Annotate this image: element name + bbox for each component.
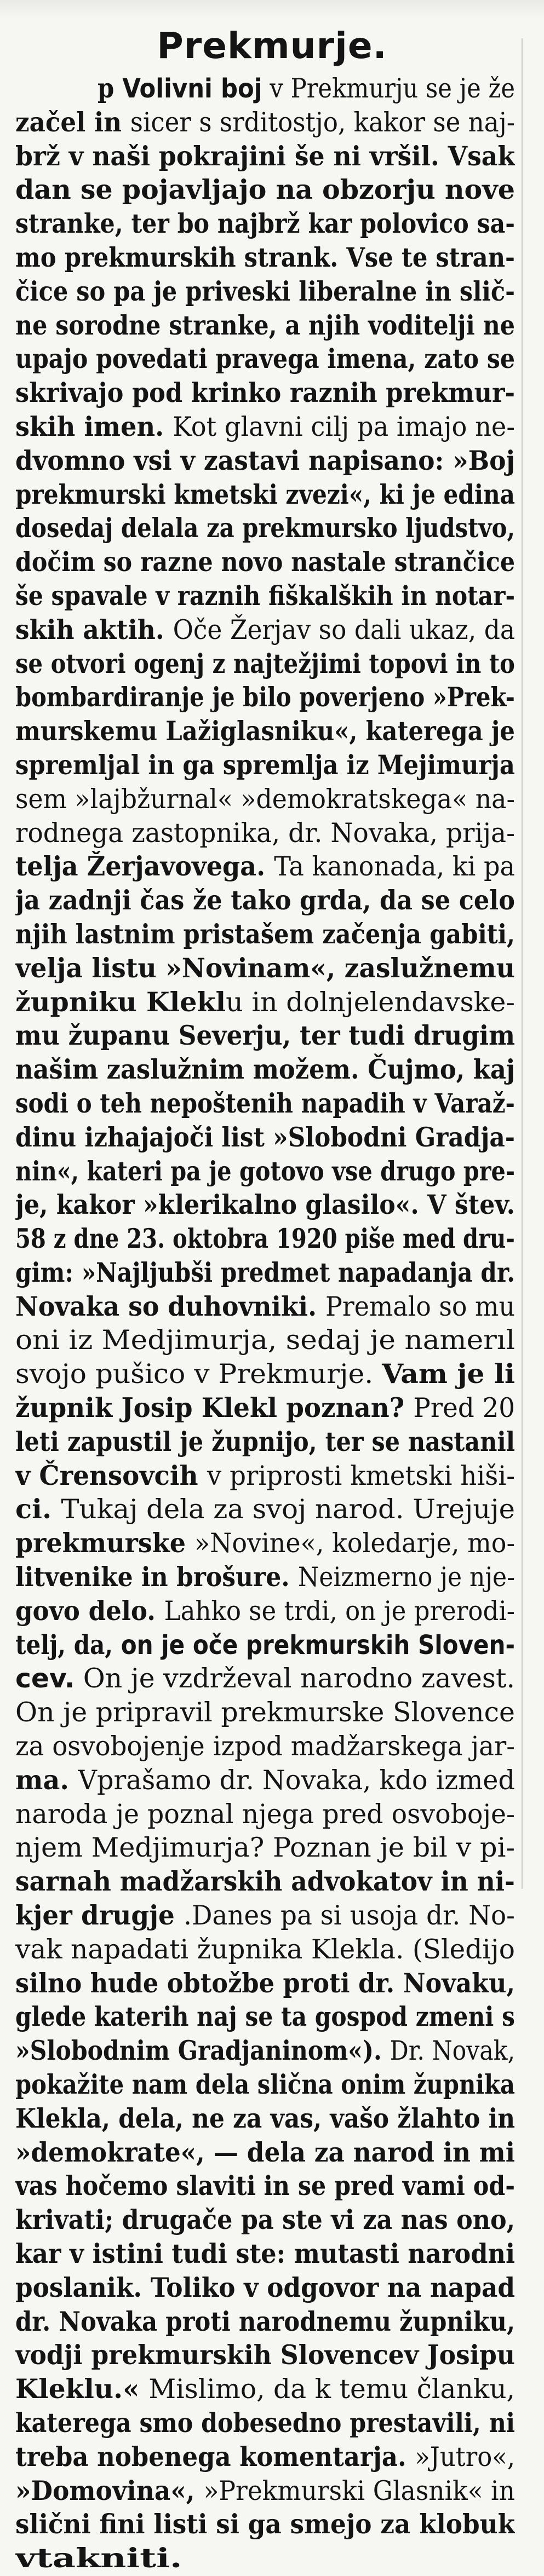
text-line	[15, 614, 515, 648]
text-run: On je vzdrževal narodno zavest.	[75, 1663, 515, 1695]
text-run: skih aktih.	[15, 614, 173, 646]
text-run: »Novine«, koledarje, mo-	[194, 1528, 515, 1559]
text-line	[15, 2475, 515, 2509]
text-run: dočim so razne novo nastale strančice	[15, 547, 515, 578]
text-line	[15, 208, 515, 241]
text-line	[15, 2542, 515, 2576]
text-run: cev.	[15, 1663, 75, 1695]
text-line	[15, 986, 515, 1020]
text-run: u in dolnjelendavske-	[226, 987, 515, 1018]
text-run: telja Žerjavovega.	[15, 851, 274, 883]
text-run: Pred 20	[413, 1393, 515, 1424]
text-run: Neizmerno je nje-	[297, 1562, 515, 1593]
text-run: kar v istini tudi ste: mutasti narodni	[15, 2239, 515, 2269]
text-run: leti zapustil je župnijo, ter se nastanil	[15, 1426, 515, 1457]
text-line	[15, 1426, 515, 1460]
text-run: še spavale v raznih fiškalških in notar-	[15, 580, 515, 612]
text-run: Novaka so duhovniki.	[15, 1291, 325, 1322]
text-run: našim zaslužnim možem.	[15, 1054, 368, 1086]
text-run: »demokrate«, — dela za narod in mi	[15, 2137, 515, 2168]
text-run: Mislimo, da k temu članku,	[148, 2374, 515, 2405]
text-run: sem »lajbžurnal« »demokratskega« na-	[15, 783, 515, 815]
text-run: rodnega zastopnika, dr. Novaka, prija-	[15, 817, 515, 849]
text-line	[15, 1358, 515, 1392]
text-line	[15, 106, 515, 140]
text-run: .Danes pa si usoja dr. No-	[184, 1900, 515, 1932]
text-run: glede katerih naj se ta gospod zmeni s	[15, 2002, 515, 2033]
text-line	[15, 1121, 515, 1155]
text-run: dosedaj delala za prekmursko ljudstvo,	[15, 513, 515, 544]
text-run: župniku Klekl	[15, 987, 226, 1018]
text-run: v Črensovcih	[15, 1460, 207, 1491]
text-run: Ta kanonada, ki pa	[274, 851, 515, 883]
text-run: Dr. Novak,	[390, 2036, 515, 2067]
text-run: župnik Josip Klekl poznan?	[15, 1393, 414, 1424]
text-line	[15, 2407, 515, 2441]
text-run: vas hočemo slaviti in se pred vami od-	[15, 2171, 515, 2202]
text-line	[15, 1290, 515, 1324]
text-line	[15, 1629, 515, 1663]
text-line	[15, 1764, 515, 1798]
text-run: (Sledijo	[412, 1934, 515, 1965]
text-line	[15, 1392, 515, 1426]
column-divider	[522, 38, 523, 1889]
text-line	[15, 2272, 515, 2306]
text-run: »Domovina«,	[15, 2475, 204, 2506]
text-line	[15, 952, 515, 986]
text-run: treba nobenega komentarja.	[15, 2441, 415, 2473]
text-line	[15, 850, 515, 884]
text-run: mu županu Severju, ter tudi drugim	[15, 1021, 515, 1052]
text-line	[15, 2102, 515, 2136]
text-run: Kot glavni cilj pa imajo ne-	[173, 411, 515, 442]
text-line	[15, 1460, 515, 1494]
text-line	[15, 241, 515, 275]
text-line	[15, 2035, 515, 2068]
text-run: Lahko se trdi, on je prerodi-	[164, 1595, 515, 1627]
text-line	[15, 411, 515, 445]
text-run: kjer drugje	[15, 1900, 184, 1932]
text-line	[15, 1155, 515, 1189]
text-run: za osvobojenje izpod madžarskega jar-	[15, 1731, 515, 1762]
text-line	[15, 1493, 515, 1527]
text-run: je, kakor »klerikalno glasilo«.	[15, 1190, 428, 1221]
text-run: ne sorodne stranke, a njih voditelji ne	[15, 310, 515, 341]
text-line	[15, 72, 515, 106]
text-run: slični fini listi si ga smejo za klobuk	[15, 2509, 515, 2540]
text-line	[15, 1223, 515, 1257]
text-line	[15, 2204, 515, 2238]
text-line	[15, 2170, 515, 2204]
text-run: v Prekmurju se je že	[262, 73, 515, 104]
text-run: skih imen.	[15, 411, 173, 442]
text-run: »Slobodnim Gradjaninom«).	[15, 2036, 390, 2067]
text-line	[15, 2441, 515, 2475]
text-run: oni iz Medjimurja, sedaj je namerıl	[15, 1325, 515, 1356]
text-line	[15, 1865, 515, 1899]
text-line	[15, 918, 515, 952]
text-run: sarnah madžarskih advokatov in ni-	[15, 1866, 515, 1898]
text-line	[15, 2373, 515, 2407]
text-run: vak napadati župnika Klekla.	[15, 1934, 413, 1965]
text-line	[15, 1053, 515, 1087]
text-line	[15, 2001, 515, 2035]
text-run: »Prekmurski Glasnik« in	[203, 2475, 515, 2506]
text-line	[15, 1019, 515, 1053]
text-line	[15, 817, 515, 851]
text-line	[15, 2508, 515, 2542]
text-run: »Najljubši predmet napadanja dr.	[81, 1257, 515, 1288]
text-run: Tukaj dela za svoj narod.	[61, 1494, 413, 1525]
text-line	[15, 275, 515, 309]
text-run: njih lastnim pristašem začenja gabiti,	[15, 919, 515, 950]
text-run: prekmurski kmetski zvezi«, ki je edina	[15, 479, 515, 510]
text-line	[15, 546, 515, 580]
text-run: Premalo so mu	[325, 1291, 515, 1322]
text-run: spremljal in ga spremlja iz Mejimurja	[15, 750, 515, 781]
text-run: Kleklu.«	[15, 2374, 149, 2405]
text-run: murskemu Lažiglasniku«, katerega je	[15, 716, 515, 747]
text-line	[15, 1933, 515, 1967]
text-run: vtakniti.	[15, 2543, 182, 2574]
text-line	[15, 1257, 515, 1290]
text-line	[15, 1798, 515, 1832]
text-run: v priprosti kmetski hiši-	[207, 1460, 515, 1491]
text-run: krivati; drugače pa ste vi za nas ono,	[15, 2205, 515, 2236]
text-line	[15, 783, 515, 817]
text-line	[15, 1967, 515, 2001]
text-run: dinu izhajajoči list »Slobodni Gradja-	[15, 1122, 515, 1153]
text-line	[15, 377, 515, 411]
text-line	[15, 2238, 515, 2272]
text-run: ja zadnji čas že tako grda, da se celo	[15, 885, 515, 917]
text-run: Poznan je bil v pi-	[272, 1832, 515, 1864]
text-line	[15, 1189, 515, 1223]
text-line	[15, 1662, 515, 1696]
text-line	[15, 884, 515, 918]
text-run: silno hude obtožbe proti dr. Novaku,	[15, 1968, 515, 1999]
text-line	[15, 2339, 515, 2373]
text-run: prekmurske	[15, 1528, 194, 1559]
text-run: nin«, kateri pa je gotovo vse drugo pre-	[15, 1156, 515, 1187]
text-line	[15, 1527, 515, 1561]
text-run: telj, da,	[15, 1629, 121, 1661]
text-run: litvenike in brošure.	[15, 1562, 298, 1593]
text-run: »Jutro«,	[415, 2441, 515, 2473]
text-run: Oče Žerjav so dali ukaz, da	[173, 614, 515, 646]
text-run: katerega smo dobesedno prestavili, ni	[15, 2407, 515, 2439]
text-run: Vam je li	[382, 1359, 515, 1390]
text-line	[15, 1696, 515, 1730]
text-run: Urejuje	[413, 1494, 515, 1525]
text-run: ci.	[15, 1494, 61, 1525]
text-run: dr. Novaka proti narodnemu župniku,	[15, 2306, 515, 2337]
text-line	[15, 1561, 515, 1595]
text-line	[15, 1324, 515, 1358]
article-body	[15, 72, 515, 2576]
text-run: 58 z dne 23. oktobra 1920 piše med dru-	[15, 1224, 515, 1255]
text-line	[15, 681, 515, 715]
text-run: upajo povedati pravega imena, zato se	[15, 344, 515, 375]
text-run: skrivajo pod krinko raznih prekmur-	[15, 378, 515, 409]
text-run: bombardiranje je bilo poverjeno »Prek-	[15, 682, 515, 713]
text-line	[15, 343, 515, 377]
text-line	[15, 445, 515, 479]
text-run: začel in	[15, 107, 130, 138]
text-line	[15, 715, 515, 749]
text-run: brž v naši pokrajini še ni vršil. Vsak	[15, 141, 515, 172]
text-run: pokažite nam dela slična onim župnika	[15, 2070, 515, 2101]
text-line	[15, 580, 515, 614]
text-run: poslanik. Toliko v odgovor na napad	[15, 2272, 515, 2303]
text-run: p	[98, 73, 123, 104]
text-run: Klekla, dela, ne za vas, vašo žlahto in	[15, 2103, 515, 2134]
text-line	[15, 1831, 515, 1865]
text-line	[15, 1730, 515, 1764]
text-run: Čujmo, kaj	[368, 1054, 515, 1086]
headline: Prekmurje.	[157, 25, 387, 67]
text-run: velja listu »Novinam«, zaslužnemu	[15, 953, 515, 984]
text-run: stranke, ter bo najbrž kar polovico sa-	[15, 209, 515, 240]
text-run: ma.	[15, 1765, 78, 1796]
text-line	[15, 749, 515, 783]
text-line	[15, 309, 515, 343]
text-line	[15, 512, 515, 546]
text-line	[15, 479, 515, 512]
text-run: naroda je poznal njega pred osvoboje-	[15, 1799, 515, 1830]
text-run: gim:	[15, 1257, 82, 1288]
text-line	[15, 648, 515, 682]
text-run: svojo pušico v Prekmurje.	[15, 1359, 382, 1390]
text-line	[15, 1087, 515, 1121]
text-line	[15, 2136, 515, 2170]
text-run: govo delo.	[15, 1595, 164, 1627]
text-line	[15, 1899, 515, 1933]
text-run: mo prekmurskih strank. Vse te stran-	[15, 242, 515, 273]
text-run: sodi o teh nepoštenih napadih v Varaž-	[15, 1088, 515, 1119]
text-run: Vprašamo dr. Novaka, kdo izmed	[78, 1765, 515, 1796]
text-run: On je pripravil prekmurske Slovence	[15, 1697, 515, 1728]
text-run: dvomno vsi v zastavi napisano: »Boj	[15, 445, 515, 476]
text-run: vodji prekmurskih Slovencev Josipu	[15, 2340, 515, 2371]
text-run: V štev.	[427, 1190, 515, 1221]
text-run: čice so pa je priveski liberalne in slič-	[15, 276, 515, 307]
text-line	[15, 1595, 515, 1629]
text-line	[15, 140, 515, 174]
text-run: Volivni boj	[122, 73, 262, 104]
text-run: on je oče prekmurskih Sloven-	[121, 1629, 515, 1661]
page-top-edge	[0, 0, 544, 19]
text-line	[15, 174, 515, 208]
text-run: se otvori ogenj z najtežjimi topovi in to	[15, 648, 515, 679]
text-line	[15, 2306, 515, 2339]
text-run: dan se pojavljajo na obzorju nove	[15, 175, 515, 206]
text-run: sicer s srditostjo, kakor se naj-	[130, 107, 515, 138]
text-run: njem Medjimurja?	[15, 1832, 273, 1864]
text-line	[15, 2068, 515, 2102]
